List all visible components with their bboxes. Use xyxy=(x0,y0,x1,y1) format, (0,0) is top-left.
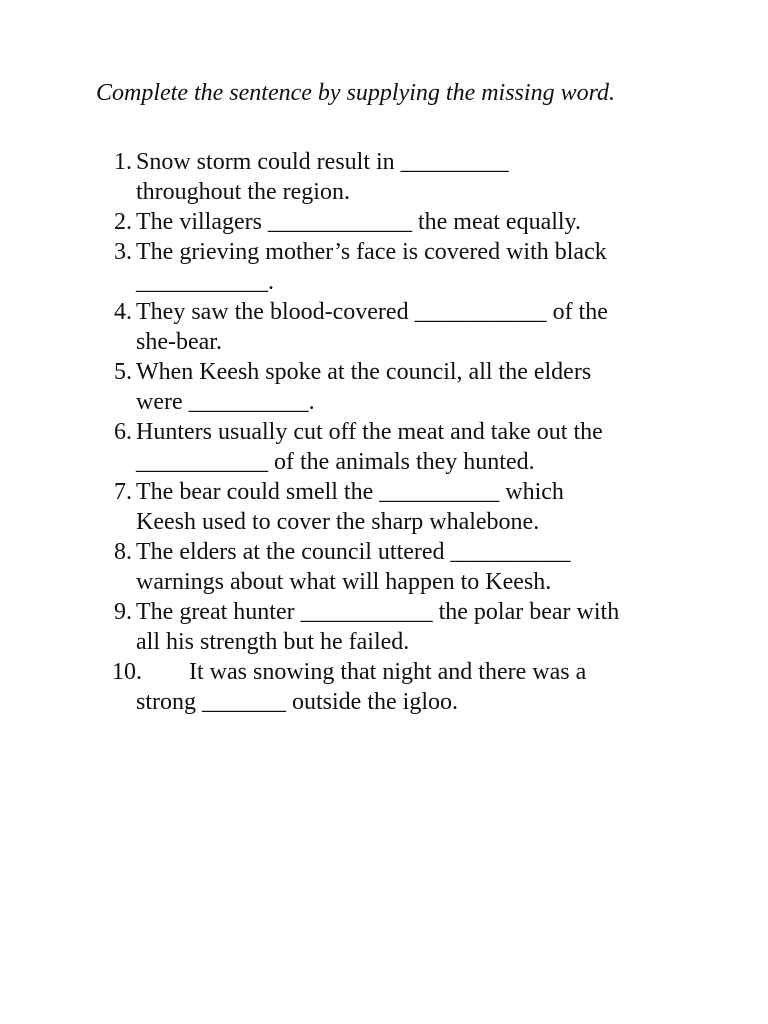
question-line: all his strength but he failed. xyxy=(136,629,410,655)
question-line: she-bear. xyxy=(136,329,222,355)
question-item-7 xyxy=(114,477,696,537)
question-item-8 xyxy=(114,537,696,597)
question-line: warnings about what will happen to Keesh. xyxy=(136,569,552,595)
question-item-6 xyxy=(114,417,696,477)
question-line: It was snowing that night and there was a xyxy=(189,659,587,685)
question-number: 9. xyxy=(114,599,132,625)
question-line: The elders at the council uttered __________ xyxy=(136,539,571,565)
question-line: When Keesh spoke at the council, all the elders xyxy=(136,359,592,385)
question-line: The great hunter ___________ the polar bear with xyxy=(136,599,620,625)
question-item-4 xyxy=(114,297,696,357)
question-line: ___________ of the animals they hunted. xyxy=(136,449,535,475)
question-line: Hunters usually cut off the meat and take out the xyxy=(136,419,603,445)
question-line: The villagers ____________ the meat equally. xyxy=(136,209,581,235)
question-number: 1. xyxy=(114,149,132,175)
instruction-text: Complete the sentence by supplying the missing word. xyxy=(96,80,616,106)
question-item-1 xyxy=(114,147,696,207)
question-item-2 xyxy=(114,207,696,237)
question-number: 6. xyxy=(114,419,132,445)
question-number: 7. xyxy=(114,479,132,505)
question-line: They saw the blood-covered ___________ of the xyxy=(136,299,608,325)
question-item-9 xyxy=(114,597,696,657)
question-number: 10. xyxy=(112,659,142,685)
question-number: 5. xyxy=(114,359,132,385)
question-line: ___________. xyxy=(136,269,274,295)
question-line: The bear could smell the __________ which xyxy=(136,479,564,505)
question-line: were __________. xyxy=(136,389,315,415)
question-item-5 xyxy=(114,357,696,417)
question-list xyxy=(0,147,768,717)
question-line: The grieving mother’s face is covered with black xyxy=(136,239,607,265)
question-number: 4. xyxy=(114,299,132,325)
question-number: 8. xyxy=(114,539,132,565)
question-line: Snow storm could result in _________ xyxy=(136,149,509,175)
question-item-3 xyxy=(114,237,696,297)
question-line: throughout the region. xyxy=(136,179,350,205)
question-number: 3. xyxy=(114,239,132,265)
question-line: Keesh used to cover the sharp whalebone. xyxy=(136,509,540,535)
question-item-10 xyxy=(112,657,696,717)
question-number: 2. xyxy=(114,209,132,235)
question-line: strong _______ outside the igloo. xyxy=(136,689,458,715)
